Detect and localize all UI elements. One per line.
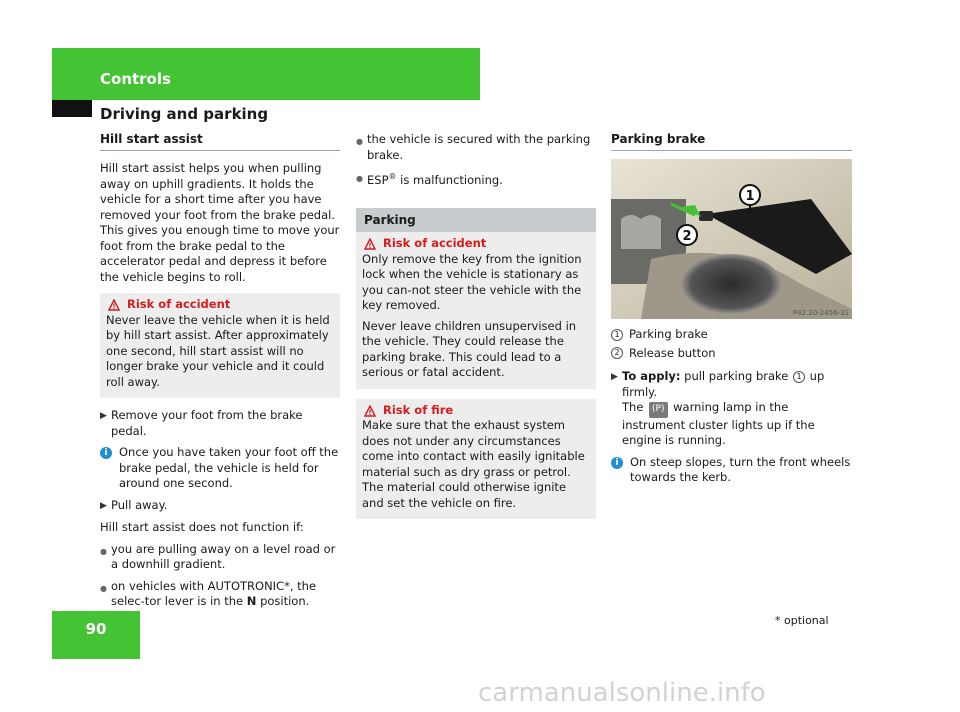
list-item-text: you are pulling away on a level road or a downhill gradient. bbox=[111, 541, 336, 571]
legend-item bbox=[611, 327, 852, 343]
bullet-icon: ● bbox=[100, 546, 107, 556]
apply-label: To apply: bbox=[622, 369, 681, 383]
header-marker bbox=[52, 100, 92, 117]
list-item-text-part: ESP bbox=[367, 172, 389, 187]
bullet-icon: ● bbox=[100, 583, 107, 593]
step-arrow-icon: ▶ bbox=[611, 372, 618, 382]
warning-title-text: Risk of accident bbox=[383, 236, 487, 251]
list-item-text-part: on vehicles with AUTOTRONIC*, the selec-tor lever is in the bbox=[111, 578, 317, 608]
legend-item bbox=[611, 346, 852, 362]
info-icon: i bbox=[611, 457, 623, 469]
list-item-text: the vehicle is secured with the parking brake. bbox=[367, 132, 591, 162]
callout-2-label: 2 bbox=[682, 229, 692, 244]
step-text: Remove your foot from the brake pedal. bbox=[111, 408, 303, 438]
gear-position-n: N bbox=[246, 594, 257, 608]
brake-warning-lamp-icon: (P) bbox=[649, 402, 667, 418]
section-label: Controls bbox=[100, 70, 171, 88]
warning-title bbox=[364, 236, 590, 252]
column-parking-brake bbox=[611, 132, 852, 492]
list-item bbox=[100, 542, 340, 573]
info-note bbox=[100, 445, 340, 492]
list-item-text-part: is malfunctioning. bbox=[396, 172, 503, 187]
section-heading: Hill start assist bbox=[100, 132, 340, 151]
footnote: * optional bbox=[775, 614, 829, 627]
list-item bbox=[100, 579, 340, 610]
release-button bbox=[699, 211, 713, 221]
warning-title bbox=[364, 403, 590, 419]
callout-1-label: 1 bbox=[745, 189, 755, 204]
warning-box bbox=[100, 293, 340, 398]
warning-text: Never leave the vehicle when it is held by hill start assist. After approximately one second, hill start assist will no longer brake your vehicle and it could roll away. bbox=[106, 312, 330, 389]
condition-intro: Hill start assist does not function if: bbox=[100, 520, 304, 534]
warning-text: Never leave children unsupervised in the vehicle. They could release the parking brake. This could lead to a serious or fatal accident. bbox=[362, 318, 577, 380]
warning-triangle-icon bbox=[364, 405, 376, 417]
instruction-step bbox=[100, 408, 340, 439]
step-text bbox=[622, 369, 852, 449]
list-item-text bbox=[367, 169, 503, 188]
photo-code: P42.20-2456-31 bbox=[792, 309, 849, 317]
warning-title bbox=[108, 297, 334, 313]
warning-text: Only remove the key from the ignition lock when the vehicle is stationary as you can-not steer the vehicle with the key removed. bbox=[362, 251, 582, 313]
parking-brake-photo bbox=[611, 159, 852, 319]
bullet-icon: ● bbox=[356, 174, 363, 183]
column-hill-start-assist bbox=[100, 132, 340, 616]
step-text-part: pull parking brake bbox=[680, 369, 793, 383]
column-parking bbox=[356, 132, 596, 529]
section-heading-bar: Parking bbox=[356, 208, 596, 232]
info-icon: i bbox=[100, 447, 112, 459]
list-item bbox=[356, 132, 596, 163]
legend-number-2: 2 bbox=[611, 347, 623, 359]
warning-triangle-icon bbox=[364, 238, 376, 250]
list-item-text-part: position. bbox=[256, 594, 310, 608]
registered-mark: ® bbox=[388, 172, 397, 181]
list-item-text bbox=[111, 579, 340, 610]
inline-callout-1: 1 bbox=[793, 371, 805, 383]
info-text: On steep slopes, turn the front wheels towards the kerb. bbox=[630, 454, 851, 484]
warning-box bbox=[356, 232, 596, 389]
step-arrow-icon: ▶ bbox=[100, 500, 107, 511]
chapter-title: Driving and parking bbox=[100, 105, 269, 123]
list-item bbox=[356, 169, 596, 188]
warning-triangle-icon bbox=[108, 299, 120, 311]
step-text-part: warning lamp in the instrument cluster lights up if the engine is running. bbox=[622, 400, 815, 447]
warning-box bbox=[356, 399, 596, 520]
info-text: Once you have taken your foot off the brake pedal, the vehicle is held for around one second. bbox=[119, 445, 339, 490]
intro-paragraph: Hill start assist helps you when pulling away on uphill gradients. It holds the vehicle for a short time after you have removed your foot from the brake pedal. This gives you enough time to move your foot from the brake pedal to the accelerator pedal and depress it before the vehicle begins to roll. bbox=[100, 161, 340, 284]
cup-holder bbox=[681, 254, 781, 314]
instruction-step bbox=[100, 498, 340, 515]
step-text: Pull away. bbox=[111, 497, 168, 512]
watermark: carmanualsonline.info bbox=[478, 678, 766, 708]
legend-number-1: 1 bbox=[611, 329, 623, 341]
info-note bbox=[611, 455, 852, 486]
warning-text: Make sure that the exhaust system does not under any circumstances come into contact with easily ignitable material such as dry grass or petrol. The material could otherwise ignite and set the vehicle on fire. bbox=[362, 418, 585, 510]
instruction-step bbox=[611, 369, 852, 449]
step-arrow-icon: ▶ bbox=[100, 411, 107, 421]
shifter-gate bbox=[621, 215, 661, 249]
legend-text: Release button bbox=[629, 345, 716, 360]
warning-title-text: Risk of fire bbox=[383, 402, 454, 417]
warning-title-text: Risk of accident bbox=[127, 297, 231, 311]
legend-text: Parking brake bbox=[629, 327, 708, 341]
section-heading: Parking brake bbox=[611, 132, 852, 151]
bullet-icon: ● bbox=[356, 137, 363, 146]
step-text-part: The bbox=[622, 400, 648, 414]
page-number: 90 bbox=[85, 620, 107, 638]
step-text-part: up firmly. bbox=[622, 369, 825, 399]
